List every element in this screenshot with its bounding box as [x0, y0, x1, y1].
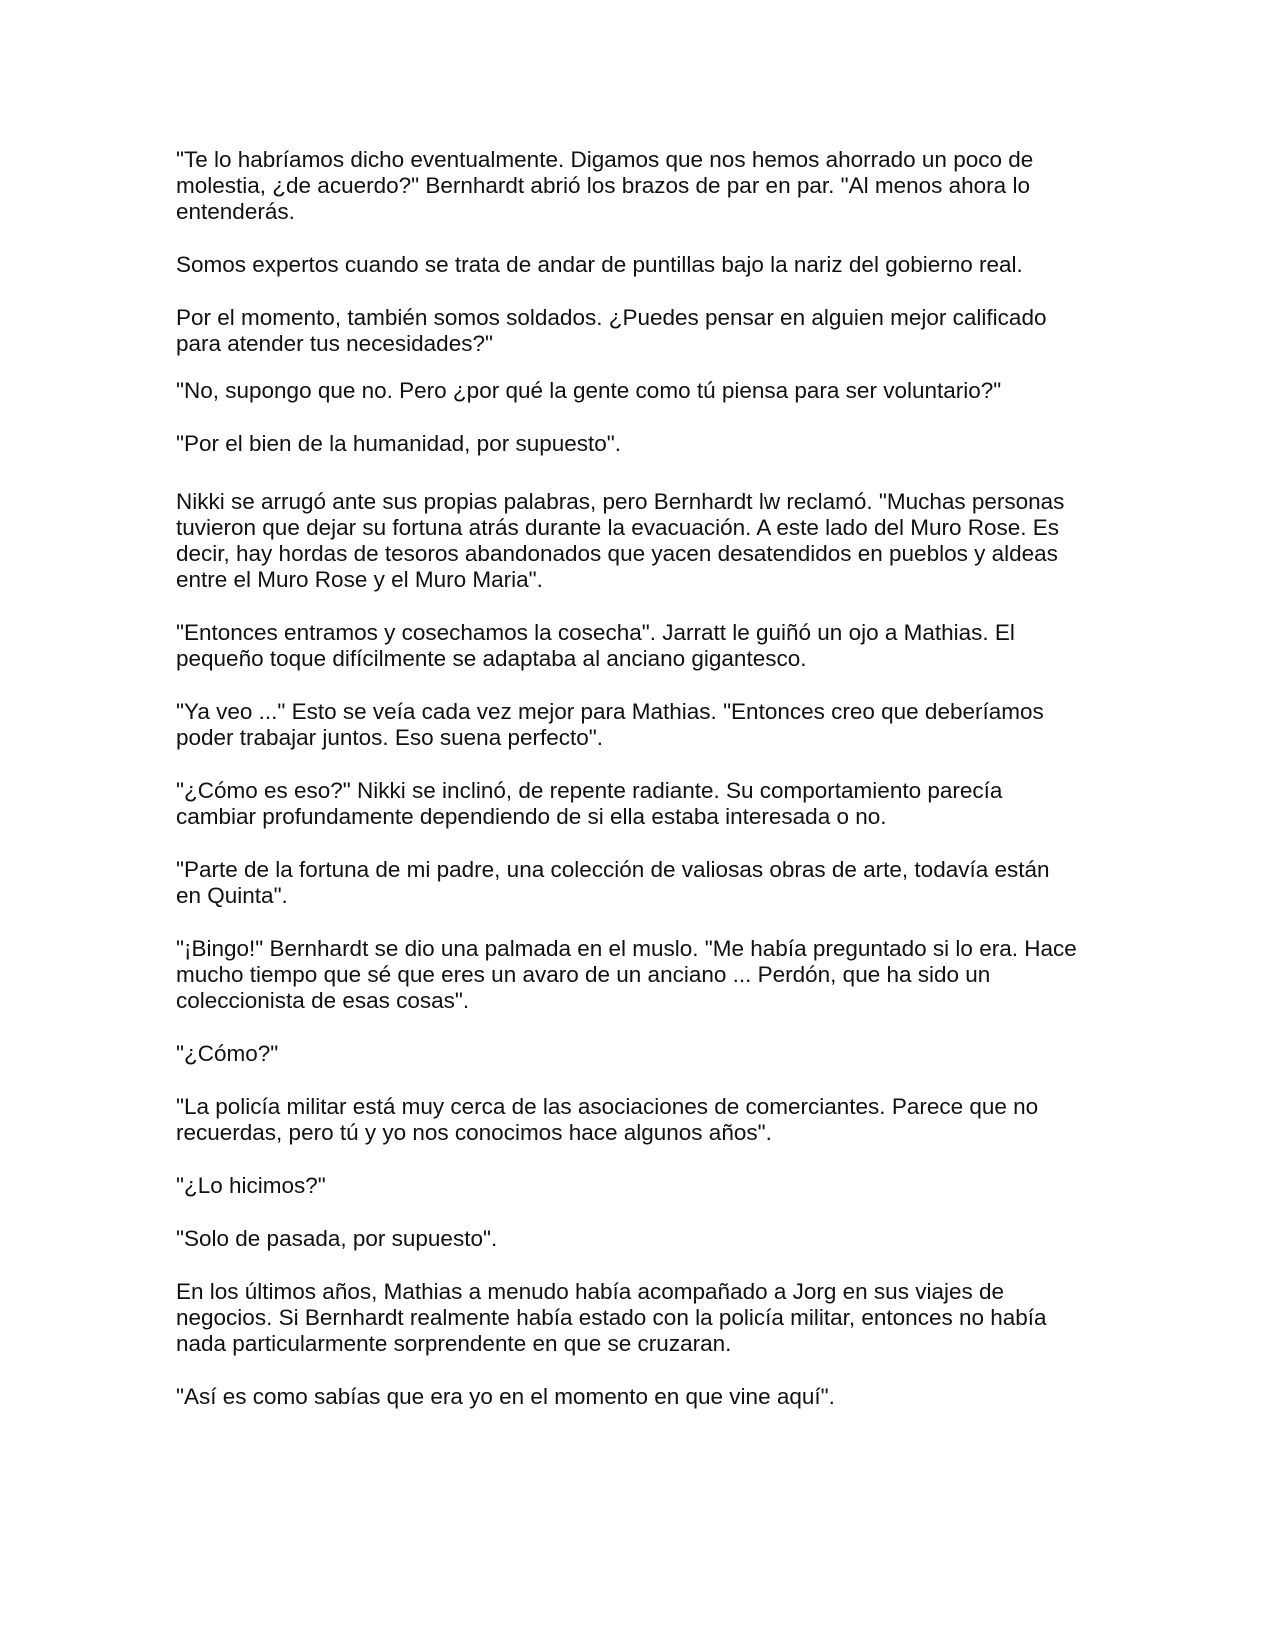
paragraph: En los últimos años, Mathias a menudo había acompañado a Jorg en sus viajes de negocios. Si Bernhardt realmente había estado con la policía militar, entonces no había nada particularmente sorprendente en que se cruzaran. [176, 1279, 1047, 1356]
paragraph: "¿Cómo es eso?" Nikki se inclinó, de repente radiante. Su comportamiento parecía cambiar profundamente dependiendo de si ella estaba interesada o no. [176, 778, 1003, 829]
paragraph: "Te lo habríamos dicho eventualmente. Digamos que nos hemos ahorrado un poco de molestia, ¿de acuerdo?" Bernhardt abrió los brazos de par en par. "Al menos ahora lo entenderás. [176, 147, 1034, 224]
paragraph: Por el momento, también somos soldados. ¿Puedes pensar en alguien mejor calificado para atender tus necesidades?" [176, 305, 1047, 356]
paragraph: "Entonces entramos y cosechamos la cosecha". Jarratt le guiñó un ojo a Mathias. El pequeño toque difícilmente se adaptaba al anciano gigantesco. [176, 620, 1015, 671]
paragraph: Somos expertos cuando se trata de andar de puntillas bajo la nariz del gobierno real. [176, 252, 1023, 277]
paragraph: "Solo de pasada, por supuesto". [176, 1226, 498, 1251]
paragraph: "¿Cómo?" [176, 1041, 279, 1066]
paragraph: "¡Bingo!" Bernhardt se dio una palmada en el muslo. "Me había preguntado si lo era. Hace mucho tiempo que sé que eres un avaro de un anciano ... Perdón, que ha sido un coleccionista de esas cosas". [176, 936, 1077, 1013]
paragraph: Nikki se arrugó ante sus propias palabras, pero Bernhardt lw reclamó. "Muchas personas tuvieron que dejar su fortuna atrás durante la evacuación. A este lado del Muro Rose. Es decir, hay hordas de tesoros abandonados que yacen desatendidos en pueblos y aldeas entre el Muro Rose y el Muro Maria". [176, 489, 1065, 592]
paragraph: "Ya veo ..." Esto se veía cada vez mejor para Mathias. "Entonces creo que deberíamos poder trabajar juntos. Eso suena perfecto". [176, 699, 1044, 750]
paragraph: "Así es como sabías que era yo en el momento en que vine aquí". [176, 1384, 835, 1409]
document-body [176, 147, 1106, 1410]
paragraph: "Por el bien de la humanidad, por supuesto". [176, 431, 622, 456]
paragraph: "No, supongo que no. Pero ¿por qué la gente como tú piensa para ser voluntario?" [176, 378, 1002, 403]
paragraph: "Parte de la fortuna de mi padre, una colección de valiosas obras de arte, todavía están en Quinta". [176, 857, 1050, 908]
paragraph: "¿Lo hicimos?" [176, 1173, 326, 1198]
paragraph: "La policía militar está muy cerca de las asociaciones de comerciantes. Parece que no recuerdas, pero tú y yo nos conocimos hace algunos años". [176, 1094, 1039, 1145]
